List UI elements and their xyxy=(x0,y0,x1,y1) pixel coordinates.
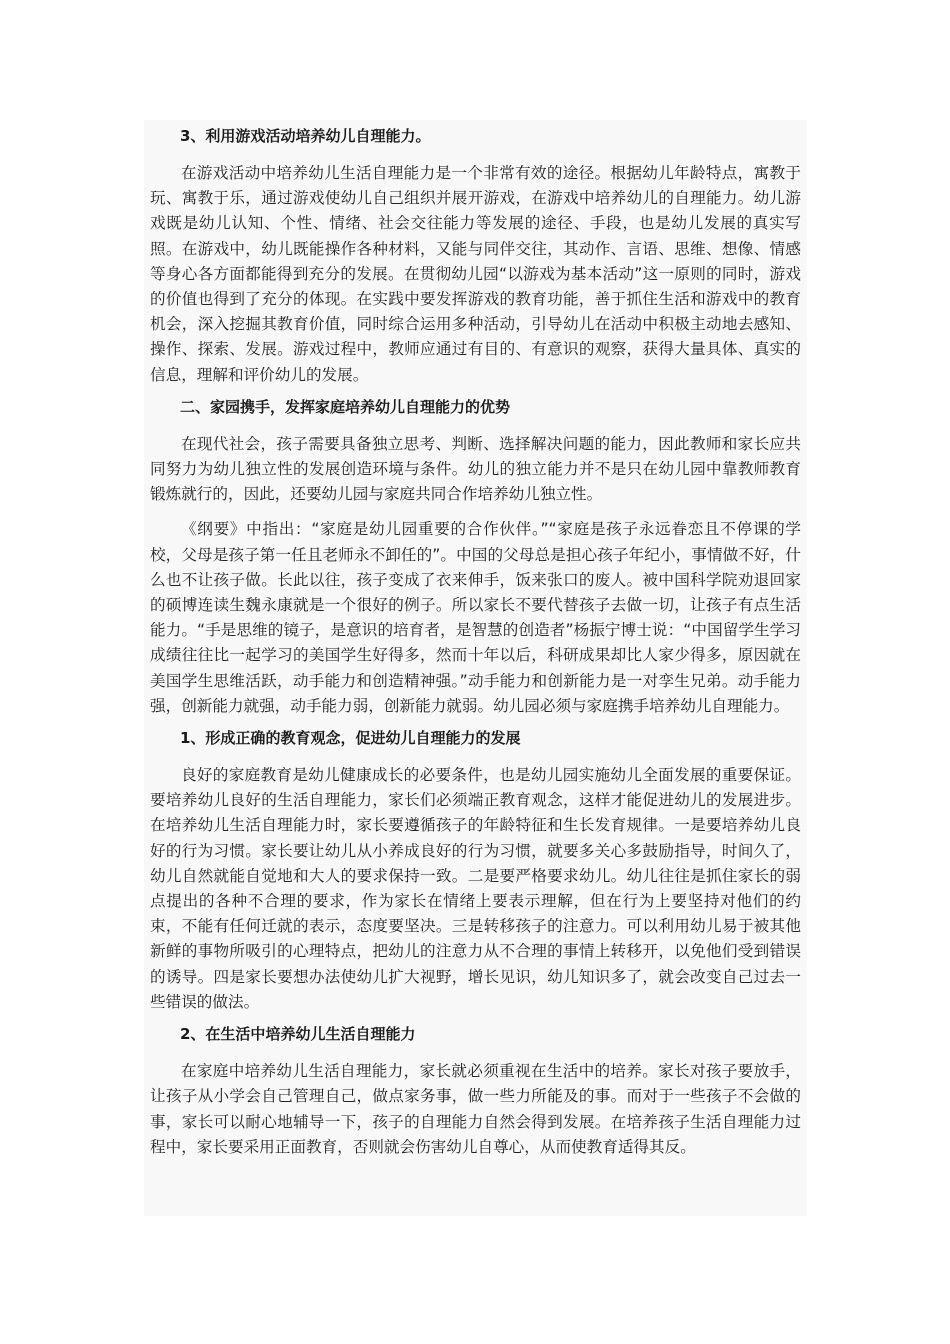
body-paragraph: 《纲要》中指出：“家庭是幼儿园重要的合作伙伴。”“家庭是孩子永远眷恋且不停课的学校，父母是孩子第一任且老师永不卸任的”。中国的父母总是担心孩子年纪小，事情做不好，什么也不让孩子做。长此以往，孩子变成了衣来伸手，饭来张口的废人。被中国科学院劝退回家的硕博连读生魏永康就是一个很好的例子。所以家长不要代替孩子去做一切，让孩子有点生活能力。“手是思维的镜子，是意识的培育者，是智慧的创造者”杨振宁博士说：“中国留学生学习成绩往往比一起学习的美国学生好得多，然而十年以后，科研成果却比人家少得多，原因就在美国学生思维活跃，动手能力和创造精神强。”动手能力和创新能力是一对孪生兄弟。动手能力强，创新能力就强，动手能力弱，创新能力就弱。幼儿园必须与家庭携手培养幼儿自理能力。 xyxy=(150,520,801,715)
body-paragraph: 良好的家庭教育是幼儿健康成长的必要条件，也是幼儿园实施幼儿全面发展的重要保证。要培养幼儿良好的生活自理能力，家长们必须端正教育观念，这样才能促进幼儿的发展进步。在培养幼儿生活自理能力时，家长要遵循孩子的年龄特征和生长发育规律。一是要培养幼儿良好的行为习惯。家长要让幼儿从小养成良好的行为习惯，就要多关心多鼓励指导，时间久了，幼儿自然就能自觉地和大人的要求保持一致。二是要严格要求幼儿。幼儿往往是抓住家长的弱点提出的各种不合理的要求，作为家长在情绪上要表示理解，但在行为上要坚持对他们的约束，不能有任何迁就的表示，态度要坚决。三是转移孩子的注意力。可以利用幼儿易于被其他新鲜的事物所吸引的心理特点，把幼儿的注意力从不合理的事情上转移开，以免他们受到错误的诱导。四是家长要想办法使幼儿扩大视野，增长见识，幼儿知识多了，就会改变自己过去一些错误的做法。 xyxy=(150,766,801,1011)
body-paragraph: 在现代社会，孩子需要具备独立思考、判断、选择解决问题的能力，因此教师和家长应共同努力为幼儿独立性的发展创造环境与条件。幼儿的独立能力并不是只在幼儿园中靠教师教育锻炼就行的，因此，还要幼儿园与家庭共同合作培养幼儿独立性。 xyxy=(150,434,801,504)
section-heading: 1、形成正确的教育观念，促进幼儿自理能力的发展 xyxy=(180,729,521,748)
section-heading: 3、利用游戏活动培养幼儿自理能力。 xyxy=(180,127,431,145)
body-paragraph: 在游戏活动中培养幼儿生活自理能力是一个非常有效的途径。根据幼儿年龄特点，寓教于玩、寓教于乐，通过游戏使幼儿自己组织并展开游戏，在游戏中培养幼儿的自理能力。幼儿游戏既是幼儿认知、个性、情绪、社会交往能力等发展的途径、手段，也是幼儿发展的真实写照。在游戏中，幼儿既能操作各种材料，又能与同伴交往，其动作、言语、思维、想像、情感等身心各方面都能得到充分的发展。在贯彻幼儿园“以游戏为基本活动”这一原则的同时，游戏的价值也得到了充分的体现。在实践中要发挥游戏的教育功能，善于抓住生活和游戏中的教育机会，深入挖掘其教育价值，同时综合运用多种活动，引导幼儿在活动中积极主动地去感知、操作、探索、发展。游戏过程中，教师应通过有目的、有意识的观察，获得大量具体、真实的信息，理解和评价幼儿的发展。 xyxy=(150,164,801,384)
section-heading: 二、家园携手，发挥家庭培养幼儿自理能力的优势 xyxy=(180,397,511,416)
body-paragraph: 在家庭中培养幼儿生活自理能力，家长就必须重视在生活中的培养。家长对孩子要放手，让孩子从小学会自己管理自己，做点家务事，做一些力所能及的事。而对于一些孩子不会做的事，家长可以耐心地辅导一下，孩子的自理能力自然会得到发展。在培养孩子生活自理能力过程中，家长要采用正面教育，否则就会伤害幼儿自尊心，从而使教育适得其反。 xyxy=(150,1062,801,1156)
document-body xyxy=(144,120,807,1216)
section-heading: 2、在生活中培养幼儿生活自理能力 xyxy=(180,1025,416,1044)
